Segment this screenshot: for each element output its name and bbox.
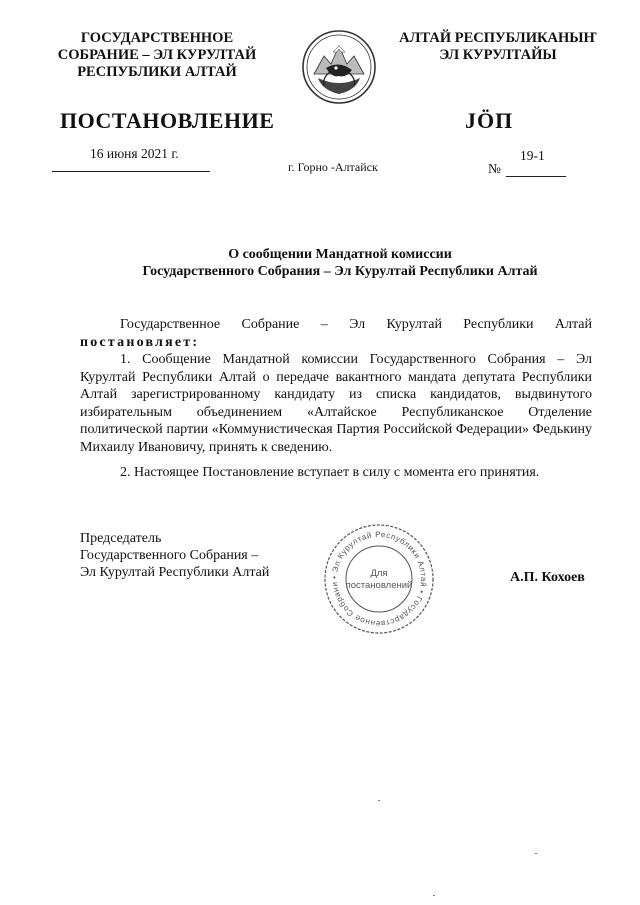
signature-position [80, 530, 269, 581]
body-item-2: 2. Настоящее Постановление вступает в силу с момента его принятия. [120, 465, 540, 480]
stamp-inner-line-2: постановлений [345, 580, 413, 591]
title-line: Государственного Собрания – Эл Курултай Республики Алтай [142, 264, 538, 279]
stamp-inner-ring [346, 546, 412, 612]
position-line: Эл Курултай Республики Алтай [80, 565, 270, 580]
intro-line: Государственное Собрание – Эл Курултай Республики Алтай [120, 317, 592, 332]
stamp-outer-text: • Эл Курултай Республики Алтай • Государственное Собрани [329, 529, 429, 629]
decree-word-text: постановляет: [80, 334, 200, 350]
document-body [80, 316, 592, 482]
decree-word [80, 334, 592, 352]
header-right-block [390, 30, 606, 64]
official-stamp [322, 522, 436, 636]
header-right-line: АЛТАЙ РЕСПУБЛИКАНЫҤ [399, 30, 597, 46]
document-number: 19-1 [520, 148, 545, 163]
stamp-inner-line-1: Для [370, 568, 388, 579]
header-left-line: СОБРАНИЕ – ЭЛ КУРУЛТАЙ [57, 47, 257, 63]
document-type-russian: ПОСТАНОВЛЕНИЕ [60, 108, 275, 133]
document-city: г. Горно -Алтайск [288, 160, 378, 174]
number-underline [506, 176, 566, 177]
document-type-altai: ЈӦП [465, 108, 514, 133]
header-left-line: РЕСПУБЛИКИ АЛТАЙ [77, 64, 237, 80]
date-underline [52, 171, 210, 172]
scan-speck [378, 800, 380, 801]
document-date: 16 июня 2021 г. [90, 146, 179, 161]
position-line: Государственного Собрания – [80, 548, 259, 563]
title-line: О сообщении Мандатной комиссии [228, 247, 452, 262]
position-line: Председатель [80, 531, 162, 546]
scan-speck [433, 895, 435, 896]
stamp-outer-ring [325, 525, 433, 633]
header-right-line: ЭЛ КУРУЛТАЙЫ [439, 47, 557, 63]
body-item-1: 1. Сообщение Мандатной комиссии Государственного Собрания – Эл Курултай Республики Алтай о передаче вакантного мандата депутата Республики Алтай зарегистрированному кандидату из списка кандидатов, выдвинутого избирательным объединением «Алтайское Республиканское Отделение политической партии «Коммунистическая Партия Российской Федерации» Федькину Михаилу Ивановичу, принять к сведению. [80, 352, 592, 455]
header-left-line: ГОСУДАРСТВЕННОЕ [80, 30, 234, 46]
number-sign: № [488, 161, 501, 176]
scan-speck [535, 853, 537, 854]
signer-name: А.П. Кохоев [510, 570, 585, 585]
coat-of-arms-icon [300, 28, 378, 106]
header-left-block [48, 30, 266, 81]
document-title [60, 246, 620, 280]
